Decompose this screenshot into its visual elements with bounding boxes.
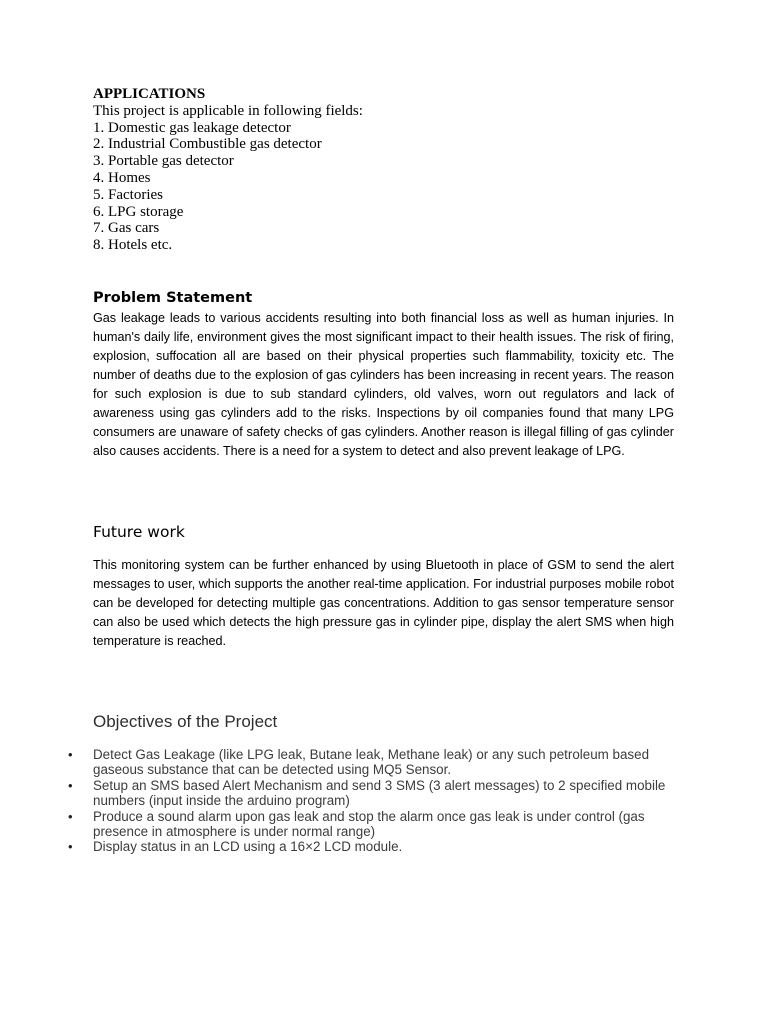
list-item: [66, 778, 686, 809]
objectives-section: [66, 710, 686, 855]
objectives-list: [66, 747, 686, 855]
applications-heading: APPLICATIONS: [93, 86, 206, 102]
list-item: [66, 839, 686, 854]
list-item: 4. Homes: [93, 169, 151, 186]
future-work-heading: Future work: [93, 523, 185, 541]
bullet-icon: •: [68, 808, 73, 824]
objective-text: Produce a sound alarm upon gas leak and stop the alarm once gas leak is under control (gas presence in atmosphere is under normal range): [93, 808, 645, 840]
list-item: 8. Hotels etc.: [93, 237, 173, 254]
problem-statement-body: Gas leakage leads to various accidents resulting into both financial loss as well as human injuries. In human's daily life, environment gives the most significant impact to their health issues. The risk of firing, explosion, suffocation all are based on their physical properties such flammability, toxicity etc. The number of deaths due to the explosion of gas cylinders has been increasing in recent years. The reason for such explosion is due to sub standard cylinders, old valves, worn out regulators and lack of awareness using gas cylinders add to the risks. Inspections by oil companies found that many LPG consumers are unaware of safety checks of gas cylinders. Another reason is illegal filling of gas cylinder also causes accidents. There is a need for a system to detect and also prevent leakage of LPG.: [93, 311, 674, 458]
objective-text: Detect Gas Leakage (like LPG leak, Butane leak, Methane leak) or any such petroleum based gaseous substance that can be detected using MQ5 Sensor.: [93, 747, 650, 778]
objectives-heading: Objectives of the Project: [93, 712, 278, 731]
applications-intro: This project is applicable in following fields:: [93, 102, 363, 119]
applications-list: [93, 120, 683, 254]
bullet-icon: •: [68, 747, 73, 762]
list-item: [66, 747, 686, 778]
applications-section: [93, 86, 683, 254]
list-item: [66, 809, 686, 840]
list-item: 7. Gas cars: [93, 220, 160, 237]
list-item: 5. Factories: [93, 186, 163, 203]
future-work-body: This monitoring system can be further enhanced by using Bluetooth in place of GSM to send the alert messages to user, which supports the another real-time application. For industrial purposes mobile robot can be developed for detecting multiple gas concentrations. Addition to gas sensor temperature sensor can also be used which detects the high pressure gas in cylinder pipe, display the alert SMS when high temperature is reached.: [93, 558, 675, 648]
problem-statement-section: [93, 289, 674, 461]
future-work-section: [93, 521, 674, 651]
problem-statement-heading: Problem Statement: [93, 290, 253, 306]
objective-text: Display status in an LCD using a 16×2 LCD module.: [93, 839, 403, 855]
list-item: 6. LPG storage: [93, 203, 184, 220]
list-item: 3. Portable gas detector: [93, 153, 234, 170]
list-item: 1. Domestic gas leakage detector: [93, 119, 291, 136]
bullet-icon: •: [68, 777, 73, 793]
bullet-icon: •: [68, 839, 73, 855]
objective-text: Setup an SMS based Alert Mechanism and send 3 SMS (3 alert messages) to 2 specified mobile numbers (input inside the arduino program): [93, 777, 666, 809]
list-item: 2. Industrial Combustible gas detector: [93, 136, 322, 153]
